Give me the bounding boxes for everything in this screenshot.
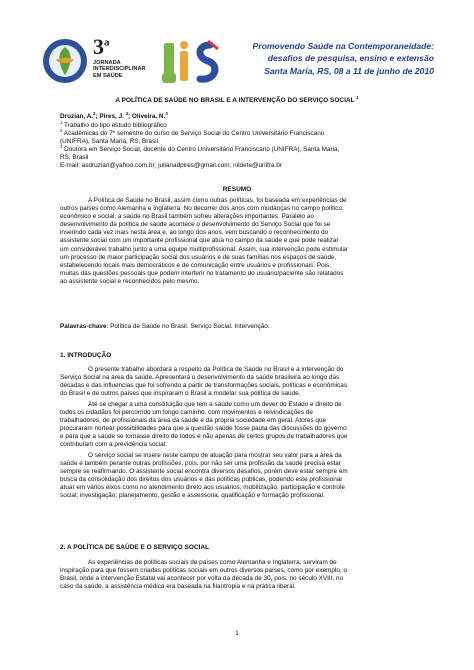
edition-number: 3$^a$ xyxy=(93,34,110,59)
affiliation-notes xyxy=(60,119,416,171)
conference-header xyxy=(42,36,434,88)
event-title: Promovendo Saúde na Contemporaneidade: xyxy=(252,41,434,51)
abstract-body: A Política de Saúde no Brasil, assim como outras políticas, foi baseada em experiências de outros países como Alemanha e Inglaterra. No decorrer dos anos com mudanças no campo político, econômico e social, a saúde no Brasil também sofreu alterações importantes. Paralelo ao desenvolvimento da política de saúde acontece o desenvolvimento do Serviço Social que foi se inserindo cada vez mais nesta área e, ao longo dos anos, vem buscando o reconhecimento do assistente social com um importante profissional que atua no campo da saúde e que pode realizar um considerável trabalho junto a uma equipe multiprofissional. Assim, sua intervenção pode estimular um processo de maior participação social dos usuários e de suas famílias nos espaços de saúde, estabelecendo locais mais democráticos e de comunicação entre usuários e profissionais. Pois, muitas das questões pessoais que podem interferir no tratamento do usuário/paciente são relatados ao assistente social e reconhecidos pelo mesmo. xyxy=(60,197,349,285)
page-number: 1 xyxy=(235,630,239,637)
keywords xyxy=(60,323,416,331)
jornada-badge-logo xyxy=(42,38,88,84)
event-location-date: Santa Maria, RS, 08 a 11 de junho de 2010 xyxy=(264,65,434,76)
event-subtitle: desafios de pesquisa, ensino e extensão xyxy=(267,53,434,64)
jis-emblem-logo xyxy=(162,37,222,85)
jornada-logo xyxy=(42,36,222,88)
note-line: $^2$ Acadêmicas do 7º semestre do curso de Serviço Social do Centro Universitário Franciscano xyxy=(60,127,325,138)
keywords-label: Palavras-chave xyxy=(60,323,107,330)
introduction-paragraph-2: Até se chegar a uma constituição que tem a saúde como um dever do Estado e direito de todos os cidadãos foi percorrido um longo caminho, com movimentos e reivindicações de trabalhadores, de profissionais da área da saúde e da própria sociedade em geral. Atores que procuraram nortear possibilidades para que a questão saúde fosse pauta das discussões do governo e para que a saúde se tornasse direito de todos e não apenas de certos grupos de trabalhadores que contribuíam com a previdência social. xyxy=(60,401,348,449)
note-line: $^1$ Trabalho do tipo estudo bibliográfico xyxy=(60,119,167,129)
keywords-text: : Política de Saúde no Brasil. Serviço Social. Intervenção. xyxy=(106,323,270,330)
introduction-paragraph-3: O serviço social se insere neste campo de atuação para mostrar seu valor para a área da saúde e também perante outras profissões, pois, por não ser uma profissão da saúde precisa estar sempre se reafirmando. O assistente social encontra diversos desafios, porém deve estar sempre em busca da consolidação dos direitos dos usuários e das políticas públicas, podendo este profissional atuar em vários eixos como no atendimento direto aos usuários; mobilização, participação e controle social; investigação; planejamento, gestão e assessoria, qualificação e formação profissional. xyxy=(60,452,348,500)
note-line: (UNIFRA), Santa Maria, RS, Brasil xyxy=(60,138,159,146)
note-line: RS, Brasil xyxy=(60,154,89,162)
authors-line: Druzian, A.$^2$; Pires, J. $^3$; Oliveira. N.$^3$ xyxy=(60,110,168,120)
email-line: E-mail: asdruzian@yahoo.com.br; julianadpires@gmail.com; nildete@unifra.br xyxy=(60,162,282,170)
health-policy-paragraph-1: As experiências de políticas sociais de países como Alemanha e Inglaterra, serviram de inspiração para que fossem criadas políticas sociais em outros diversos países, como por exemplo, o Brasil, onde a intervenção Estatal vai acontecer por volta da década de 30, pois, no século XVIII, no caso da saúde, a assistência médica era baseada na filantropia e na prática liberal. xyxy=(60,559,348,591)
section-heading-health-policy: 2. A POLÍTICA DE SAÚDE E O SERVIÇO SOCIAL xyxy=(60,544,210,551)
event-info xyxy=(214,40,434,77)
section-heading-introduction: 1. INTRODUÇÃO xyxy=(60,352,112,359)
journey-label: JORNADA INTERDISCIPLINAR EM SAÚDE xyxy=(93,60,146,79)
abstract-heading: RESUMO xyxy=(222,186,252,193)
note-line: $^3$ Doutora em Serviço Social, docente do Centro Universitário Franciscano (UNIFRA), Santa Maria, xyxy=(60,144,340,154)
article-title: A POLÍTICA DE SAÚDE NO BRASIL E A INTERVENÇÃO DO SERVIÇO SOCIAL $^1$ xyxy=(115,94,359,104)
introduction-paragraph-1: O presente trabalho abordará a respeito da Política de Saúde no Brasil e a intervenção do Serviço Social na área da saúde. Apresentará o desenvolvimento da saúde brasileira ao longo das décadas e das influencias que foi sofrendo a partir de transformações sociais, políticas e econômicas do Brasil e de outros países que inspiraram o Brasil a modelar sua política de saúde. xyxy=(60,366,348,398)
